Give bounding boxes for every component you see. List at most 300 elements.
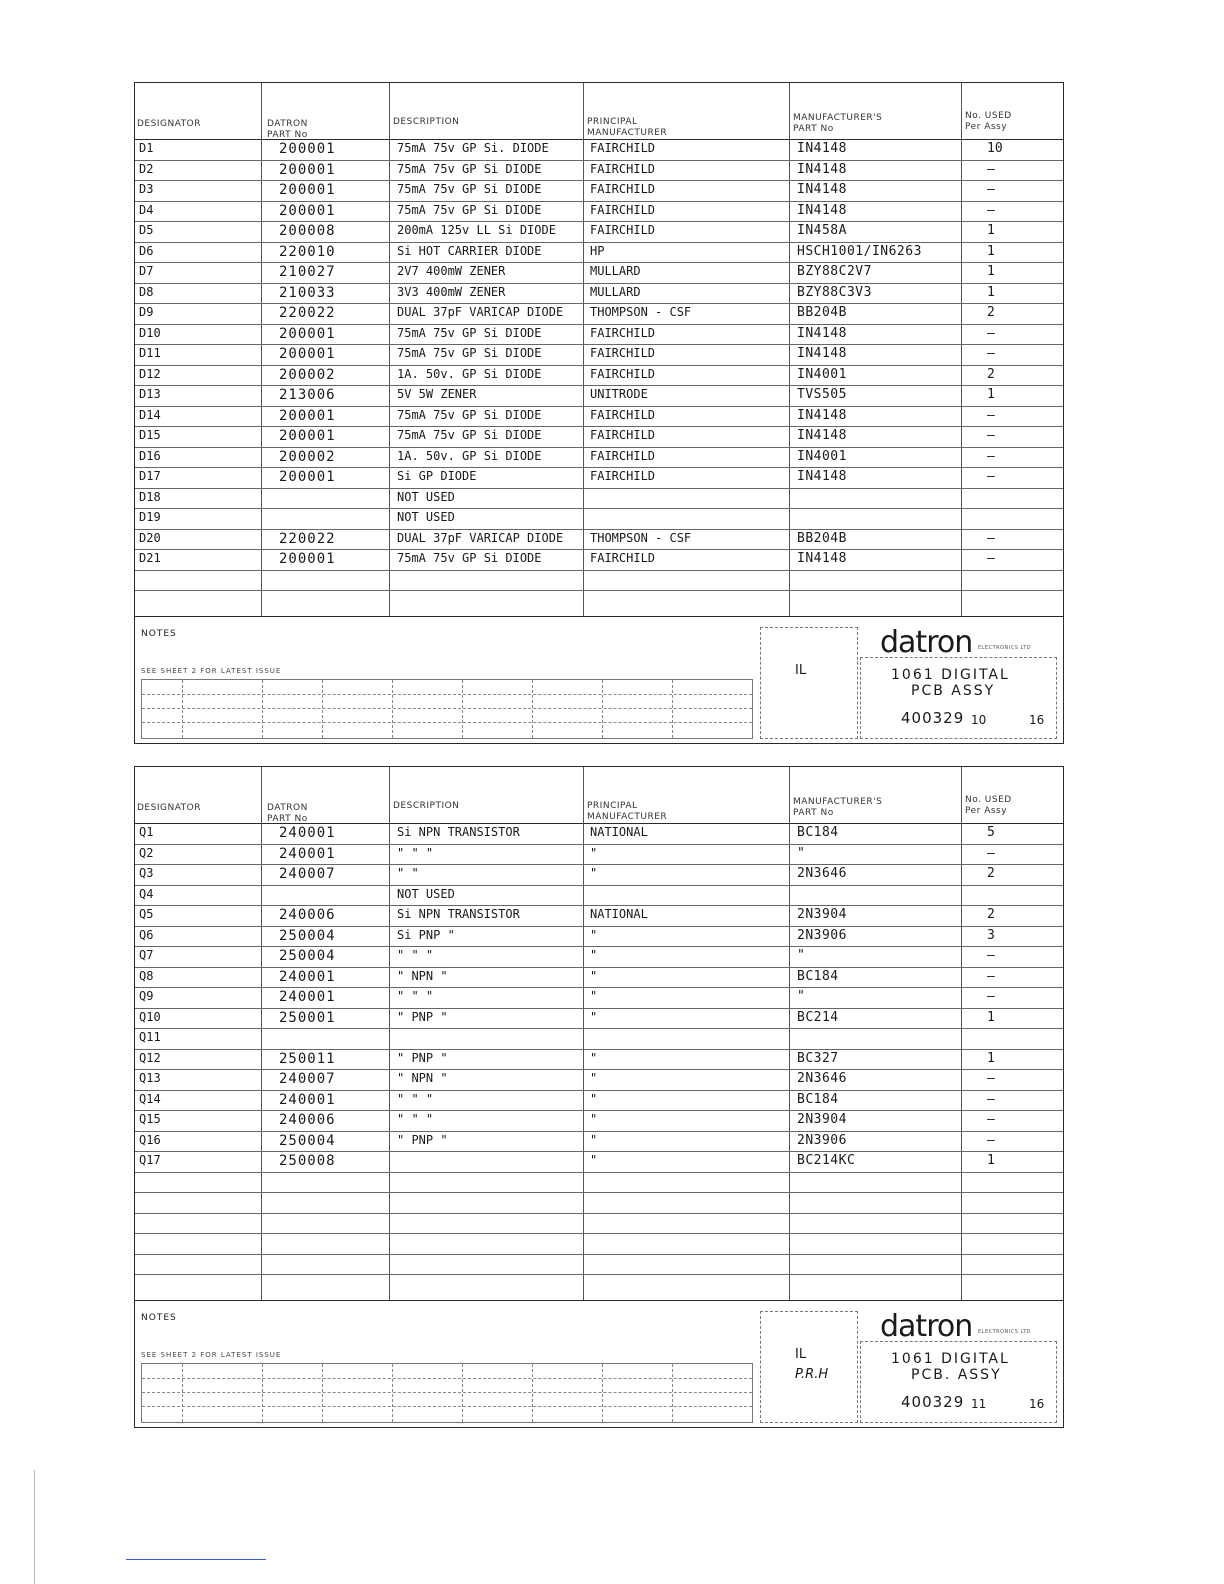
- manufacturer-cell: MULLARD: [590, 284, 641, 299]
- designator-cell: Q16: [139, 1132, 161, 1147]
- table-row: [135, 1069, 1063, 1091]
- see-sheet-note: SEE SHEET 2 FOR LATEST ISSUE: [141, 1351, 282, 1359]
- designator-cell: D10: [139, 325, 161, 340]
- manufacturer-cell: ": [590, 845, 598, 860]
- notes-label: NOTES: [141, 629, 177, 639]
- description-cell: 75mA 75v GP Si DIODE: [397, 407, 542, 422]
- description-cell: DUAL 37pF VARICAP DIODE: [397, 305, 564, 319]
- quantity-cell: 1: [987, 223, 995, 238]
- manufacturer-cell: ": [590, 989, 598, 1003]
- part-number-cell: 220022: [279, 305, 336, 321]
- designator-cell: D6: [139, 243, 154, 258]
- description-cell: " PNP ": [397, 1050, 448, 1065]
- quantity-cell: 2: [987, 305, 995, 320]
- quantity-cell: 1: [987, 387, 995, 402]
- quantity-cell: —: [987, 551, 995, 566]
- table-row: [135, 406, 1063, 428]
- designator-cell: D1: [139, 141, 154, 155]
- sheet-number: 10: [971, 713, 987, 727]
- manufacturer-cell: ": [590, 1071, 598, 1085]
- drawing-number: 400329: [901, 709, 965, 727]
- table-row: [135, 1172, 1063, 1194]
- parts-list-sheet-transistors: [134, 766, 1064, 1428]
- designator-cell: D3: [139, 182, 154, 196]
- part-number-cell: 200001: [279, 346, 336, 362]
- quantity-cell: 1: [987, 1050, 995, 1066]
- table-row: [135, 967, 1063, 989]
- designator-cell: Q15: [139, 1112, 161, 1126]
- quantity-cell: —: [987, 989, 995, 1004]
- manufacturer-cell: ": [590, 1091, 598, 1106]
- mfr-part-number-cell: 2N3646: [797, 1071, 847, 1086]
- part-number-cell: 213006: [279, 387, 336, 403]
- mfr-part-number-cell: ": [797, 948, 806, 963]
- manufacturer-cell: ": [590, 948, 598, 962]
- description-cell: " " ": [397, 948, 434, 962]
- designator-cell: D5: [139, 223, 154, 237]
- table-row: [135, 1213, 1063, 1235]
- description-cell: Si GP DIODE: [397, 469, 477, 483]
- part-number-cell: 200001: [279, 428, 336, 444]
- manufacturer-cell: FAIRCHILD: [590, 161, 656, 176]
- header-manufacturer-1: PRINCIPAL: [587, 801, 638, 811]
- designator-cell: Q12: [139, 1050, 161, 1065]
- table-row: [135, 844, 1063, 866]
- table-row: [135, 324, 1063, 346]
- part-number-cell: 240001: [279, 968, 336, 985]
- header-manufacturer-1: PRINCIPAL: [587, 117, 638, 127]
- part-number-cell: 240001: [279, 845, 336, 862]
- designator-cell: Q4: [139, 886, 154, 901]
- part-number-cell: 200008: [279, 223, 336, 239]
- designator-cell: Q1: [139, 825, 154, 839]
- manufacturer-cell: ": [590, 1112, 598, 1126]
- quantity-cell: —: [987, 161, 995, 177]
- designator-cell: Q5: [139, 907, 154, 921]
- header-part-no-2: PART No: [267, 130, 308, 140]
- table-row: [135, 201, 1063, 223]
- description-cell: 5V 5W ZENER: [397, 387, 477, 401]
- part-number-cell: 250008: [279, 1153, 336, 1169]
- table-row: [135, 885, 1063, 907]
- quantity-cell: —: [987, 182, 995, 197]
- table-row: [135, 488, 1063, 510]
- table-row: [135, 1090, 1063, 1112]
- table-row: [135, 1254, 1063, 1276]
- mfr-part-number-cell: 2N3904: [797, 1112, 847, 1127]
- table-row: [135, 467, 1063, 489]
- part-number-cell: 200002: [279, 448, 336, 465]
- description-cell: NOT USED: [397, 886, 455, 901]
- description-cell: " PNP ": [397, 1009, 448, 1024]
- description-cell: 75mA 75v GP Si DIODE: [397, 161, 542, 176]
- company-subtitle: ELECTRONICS LTD: [978, 1329, 1032, 1335]
- table-row: [135, 1028, 1063, 1050]
- quantity-cell: 1: [987, 1153, 995, 1168]
- designator-cell: Q8: [139, 968, 154, 983]
- description-cell: " " ": [397, 1112, 434, 1126]
- datron-logo: datron: [880, 625, 973, 660]
- mfr-part-number-cell: IN4148: [797, 469, 847, 484]
- manufacturer-cell: NATIONAL: [590, 907, 648, 921]
- description-cell: DUAL 37pF VARICAP DIODE: [397, 530, 564, 545]
- table-row: [135, 303, 1063, 325]
- table-row: [135, 344, 1063, 366]
- quantity-cell: 1: [987, 243, 995, 259]
- quantity-cell: —: [987, 1091, 995, 1107]
- part-number-cell: 240006: [279, 907, 336, 923]
- manufacturer-cell: ": [590, 1009, 598, 1024]
- header-designator: DESIGNATOR: [137, 803, 201, 813]
- table-row: [135, 1151, 1063, 1173]
- designator-cell: Q2: [139, 845, 154, 860]
- description-cell: 75mA 75v GP Si DIODE: [397, 325, 542, 340]
- designator-cell: Q7: [139, 948, 154, 962]
- table-row: [135, 242, 1063, 264]
- manufacturer-cell: UNITRODE: [590, 387, 648, 401]
- mfr-part-number-cell: 2N3646: [797, 866, 847, 881]
- quantity-cell: —: [987, 845, 995, 861]
- table-row: [135, 385, 1063, 407]
- designator-cell: D12: [139, 366, 161, 381]
- company-subtitle: ELECTRONICS LTD: [978, 645, 1032, 651]
- designator-cell: D4: [139, 202, 154, 217]
- manufacturer-cell: ": [590, 927, 598, 942]
- part-number-cell: 240007: [279, 1071, 336, 1087]
- part-number-cell: 250011: [279, 1050, 336, 1067]
- part-number-cell: 200001: [279, 469, 336, 485]
- mfr-part-number-cell: BC214KC: [797, 1153, 856, 1168]
- designator-cell: D15: [139, 428, 161, 442]
- part-number-cell: 200001: [279, 407, 336, 424]
- description-cell: Si NPN TRANSISTOR: [397, 825, 520, 839]
- table-row: [135, 283, 1063, 305]
- part-number-cell: 240006: [279, 1112, 336, 1128]
- table-row: [135, 1008, 1063, 1030]
- mfr-part-number-cell: 2N3906: [797, 1132, 847, 1148]
- designator-cell: Q10: [139, 1009, 161, 1024]
- description-cell: 75mA 75v GP Si DIODE: [397, 428, 542, 442]
- part-number-cell: 200001: [279, 325, 336, 342]
- mfr-part-number-cell: 2N3904: [797, 907, 847, 922]
- mfr-part-number-cell: ": [797, 989, 806, 1004]
- mfr-part-number-cell: TVS505: [797, 387, 847, 402]
- header-designator: DESIGNATOR: [137, 119, 201, 129]
- notes-label: NOTES: [141, 1313, 177, 1323]
- description-cell: " NPN ": [397, 1071, 448, 1085]
- description-cell: 3V3 400mW ZENER: [397, 284, 506, 299]
- mfr-part-number-cell: BB204B: [797, 305, 847, 320]
- manufacturer-cell: FAIRCHILD: [590, 469, 656, 483]
- table-row: [135, 447, 1063, 469]
- part-number-cell: 200002: [279, 366, 336, 383]
- header-qty-1: No. USED: [965, 111, 1012, 121]
- description-cell: " ": [397, 866, 419, 880]
- table-row: [135, 549, 1063, 571]
- manufacturer-cell: ": [590, 1153, 598, 1167]
- description-cell: 75mA 75v GP Si DIODE: [397, 202, 542, 217]
- mfr-part-number-cell: BZY88C2V7: [797, 264, 872, 279]
- sheet-total: 16: [1029, 1397, 1045, 1411]
- drawn-by: IL: [795, 663, 807, 678]
- designator-cell: D20: [139, 530, 161, 545]
- manufacturer-cell: NATIONAL: [590, 825, 648, 839]
- part-number-cell: 250004: [279, 927, 336, 944]
- quantity-cell: —: [987, 1132, 995, 1148]
- table-row: [135, 365, 1063, 387]
- quantity-cell: —: [987, 948, 995, 963]
- quantity-cell: —: [987, 1071, 995, 1086]
- description-cell: 2V7 400mW ZENER: [397, 264, 506, 278]
- designator-cell: D11: [139, 346, 161, 360]
- quantity-cell: 3: [987, 927, 995, 943]
- manufacturer-cell: FAIRCHILD: [590, 182, 656, 196]
- description-cell: " " ": [397, 845, 434, 860]
- quantity-cell: —: [987, 346, 995, 361]
- designator-cell: Q17: [139, 1153, 161, 1167]
- designator-cell: Q6: [139, 927, 154, 942]
- designator-cell: Q3: [139, 866, 154, 880]
- column-header-row: [135, 767, 1063, 824]
- designator-cell: Q14: [139, 1091, 161, 1106]
- header-mfr-part-1: MANUFACTURER'S: [793, 797, 883, 807]
- part-number-cell: 200001: [279, 141, 336, 157]
- quantity-cell: 1: [987, 284, 995, 300]
- part-number-cell: 240001: [279, 1091, 336, 1108]
- header-part-no-1: DATRON: [267, 119, 308, 129]
- table-row: [135, 1233, 1063, 1255]
- mfr-part-number-cell: BZY88C3V3: [797, 284, 872, 300]
- part-number-cell: 200001: [279, 161, 336, 178]
- manufacturer-cell: HP: [590, 243, 605, 258]
- table-row: [135, 529, 1063, 551]
- table-row: [135, 1131, 1063, 1153]
- designator-cell: D14: [139, 407, 161, 422]
- quantity-cell: 2: [987, 907, 995, 922]
- drawing-number: 400329: [901, 1393, 965, 1411]
- designator-cell: Q9: [139, 989, 154, 1003]
- revision-grid: [141, 1363, 753, 1423]
- designator-cell: D2: [139, 161, 154, 176]
- checked-by: P.R.H: [795, 1367, 829, 1382]
- manufacturer-cell: FAIRCHILD: [590, 141, 656, 155]
- table-row: [135, 160, 1063, 182]
- part-number-cell: 200001: [279, 182, 336, 198]
- description-cell: NOT USED: [397, 510, 455, 524]
- part-number-cell: 240007: [279, 866, 336, 882]
- scan-artifact-line: [126, 1559, 266, 1560]
- drawing-title-line1: 1061 DIGITAL: [891, 1351, 1010, 1367]
- mfr-part-number-cell: 2N3906: [797, 927, 847, 943]
- header-manufacturer-2: MANUFACTURER: [587, 812, 668, 822]
- header-qty-1: No. USED: [965, 795, 1012, 805]
- description-cell: Si PNP ": [397, 927, 455, 942]
- table-row: [135, 570, 1063, 592]
- manufacturer-cell: FAIRCHILD: [590, 551, 656, 565]
- header-mfr-part-1: MANUFACTURER'S: [793, 113, 883, 123]
- part-number-cell: 210033: [279, 284, 336, 301]
- part-number-cell: 240001: [279, 825, 336, 841]
- designator-cell: D18: [139, 489, 161, 504]
- part-number-cell: 240001: [279, 989, 336, 1005]
- mfr-part-number-cell: IN4148: [797, 325, 847, 341]
- mfr-part-number-cell: BC327: [797, 1050, 839, 1066]
- part-number-cell: 200001: [279, 551, 336, 567]
- table-row: [135, 139, 1063, 161]
- table-row: [135, 987, 1063, 1009]
- quantity-cell: 2: [987, 866, 995, 881]
- mfr-part-number-cell: BC184: [797, 825, 839, 840]
- part-number-cell: 220010: [279, 243, 336, 260]
- see-sheet-note: SEE SHEET 2 FOR LATEST ISSUE: [141, 667, 282, 675]
- description-cell: NOT USED: [397, 489, 455, 504]
- designator-cell: D21: [139, 551, 161, 565]
- table-row: [135, 823, 1063, 845]
- manufacturer-cell: ": [590, 1132, 598, 1147]
- designator-cell: D9: [139, 305, 154, 319]
- table-row: [135, 221, 1063, 243]
- table-row: [135, 180, 1063, 202]
- mfr-part-number-cell: BC184: [797, 968, 839, 984]
- part-number-cell: 250004: [279, 1132, 336, 1149]
- manufacturer-cell: FAIRCHILD: [590, 202, 656, 217]
- manufacturer-cell: ": [590, 968, 598, 983]
- designator-cell: D8: [139, 284, 154, 299]
- description-cell: Si NPN TRANSISTOR: [397, 907, 520, 921]
- designator-cell: D16: [139, 448, 161, 463]
- mfr-part-number-cell: BC214: [797, 1009, 839, 1025]
- quantity-cell: —: [987, 469, 995, 484]
- mfr-part-number-cell: BB204B: [797, 530, 847, 546]
- header-part-no-2: PART No: [267, 814, 308, 824]
- mfr-part-number-cell: IN4001: [797, 448, 847, 464]
- manufacturer-cell: THOMPSON - CSF: [590, 305, 692, 319]
- table-row: [135, 262, 1063, 284]
- description-cell: 75mA 75v GP Si DIODE: [397, 182, 542, 196]
- description-cell: 75mA 75v GP Si DIODE: [397, 346, 542, 360]
- designator-cell: Q13: [139, 1071, 161, 1085]
- header-description: DESCRIPTION: [393, 801, 460, 811]
- column-header-row: [135, 83, 1063, 140]
- quantity-cell: 2: [987, 366, 995, 382]
- header-mfr-part-2: PART No: [793, 124, 834, 134]
- quantity-cell: 5: [987, 825, 995, 840]
- approval-box: [760, 627, 858, 739]
- quantity-cell: —: [987, 1112, 995, 1127]
- description-cell: 75mA 75v GP Si DIODE: [397, 551, 542, 565]
- designator-cell: D7: [139, 264, 154, 278]
- quantity-cell: 10: [987, 141, 1003, 156]
- drawing-title-line2: PCB. ASSY: [911, 1367, 1002, 1383]
- table-row: [135, 926, 1063, 948]
- manufacturer-cell: FAIRCHILD: [590, 448, 656, 463]
- manufacturer-cell: FAIRCHILD: [590, 366, 656, 381]
- header-part-no-1: DATRON: [267, 803, 308, 813]
- header-description: DESCRIPTION: [393, 117, 460, 127]
- table-row: [135, 508, 1063, 530]
- mfr-part-number-cell: HSCH1001/IN6263: [797, 243, 922, 259]
- mfr-part-number-cell: IN4148: [797, 346, 847, 361]
- manufacturer-cell: FAIRCHILD: [590, 223, 656, 237]
- quantity-cell: —: [987, 407, 995, 423]
- part-number-cell: 210027: [279, 264, 336, 280]
- designator-cell: D19: [139, 510, 161, 524]
- table-row: [135, 1192, 1063, 1214]
- description-cell: " PNP ": [397, 1132, 448, 1147]
- designator-cell: D13: [139, 387, 161, 401]
- header-qty-2: Per Assy: [965, 806, 1008, 816]
- header-manufacturer-2: MANUFACTURER: [587, 128, 668, 138]
- mfr-part-number-cell: IN4148: [797, 202, 847, 218]
- mfr-part-number-cell: BC184: [797, 1091, 839, 1107]
- mfr-part-number-cell: ": [797, 845, 806, 861]
- quantity-cell: 1: [987, 1009, 995, 1025]
- mfr-part-number-cell: IN4148: [797, 428, 847, 443]
- datron-logo: datron: [880, 1309, 973, 1344]
- quantity-cell: 1: [987, 264, 995, 279]
- manufacturer-cell: THOMPSON - CSF: [590, 530, 692, 545]
- manufacturer-cell: ": [590, 1050, 598, 1065]
- quantity-cell: —: [987, 428, 995, 443]
- table-row: [135, 864, 1063, 886]
- scan-edge-line: [34, 1470, 35, 1584]
- mfr-part-number-cell: IN4001: [797, 366, 847, 382]
- header-mfr-part-2: PART No: [793, 808, 834, 818]
- drawing-title-line2: PCB ASSY: [911, 683, 996, 699]
- description-cell: " " ": [397, 989, 434, 1003]
- mfr-part-number-cell: IN458A: [797, 223, 847, 238]
- table-row: [135, 1049, 1063, 1071]
- revision-grid: [141, 679, 753, 739]
- description-cell: " " ": [397, 1091, 434, 1106]
- description-cell: Si HOT CARRIER DIODE: [397, 243, 542, 258]
- part-number-cell: 220022: [279, 530, 336, 547]
- quantity-cell: —: [987, 530, 995, 546]
- drawing-title-line1: 1061 DIGITAL: [891, 667, 1010, 683]
- header-qty-2: Per Assy: [965, 122, 1008, 132]
- quantity-cell: —: [987, 968, 995, 984]
- manufacturer-cell: FAIRCHILD: [590, 346, 656, 360]
- mfr-part-number-cell: IN4148: [797, 141, 847, 156]
- sheet-total: 16: [1029, 713, 1045, 727]
- drawn-by: IL: [795, 1347, 807, 1362]
- part-number-cell: 250004: [279, 948, 336, 964]
- designator-cell: Q11: [139, 1030, 161, 1044]
- parts-list-sheet-diodes: [134, 82, 1064, 744]
- table-row: [135, 426, 1063, 448]
- description-cell: 200mA 125v LL Si DIODE: [397, 223, 556, 237]
- title-block: [135, 616, 1063, 743]
- mfr-part-number-cell: IN4148: [797, 182, 847, 197]
- manufacturer-cell: FAIRCHILD: [590, 325, 656, 340]
- description-cell: 1A. 50v. GP Si DIODE: [397, 448, 542, 463]
- sheet-number: 11: [971, 1397, 987, 1411]
- table-row: [135, 946, 1063, 968]
- manufacturer-cell: FAIRCHILD: [590, 428, 656, 442]
- title-block: [135, 1300, 1063, 1427]
- mfr-part-number-cell: IN4148: [797, 161, 847, 177]
- description-cell: " NPN ": [397, 968, 448, 983]
- description-cell: 75mA 75v GP Si. DIODE: [397, 141, 549, 155]
- quantity-cell: —: [987, 202, 995, 218]
- table-row: [135, 905, 1063, 927]
- part-number-cell: 200001: [279, 202, 336, 219]
- mfr-part-number-cell: IN4148: [797, 407, 847, 423]
- description-cell: 1A. 50v. GP Si DIODE: [397, 366, 542, 381]
- designator-cell: D17: [139, 469, 161, 483]
- quantity-cell: —: [987, 325, 995, 341]
- mfr-part-number-cell: IN4148: [797, 551, 847, 566]
